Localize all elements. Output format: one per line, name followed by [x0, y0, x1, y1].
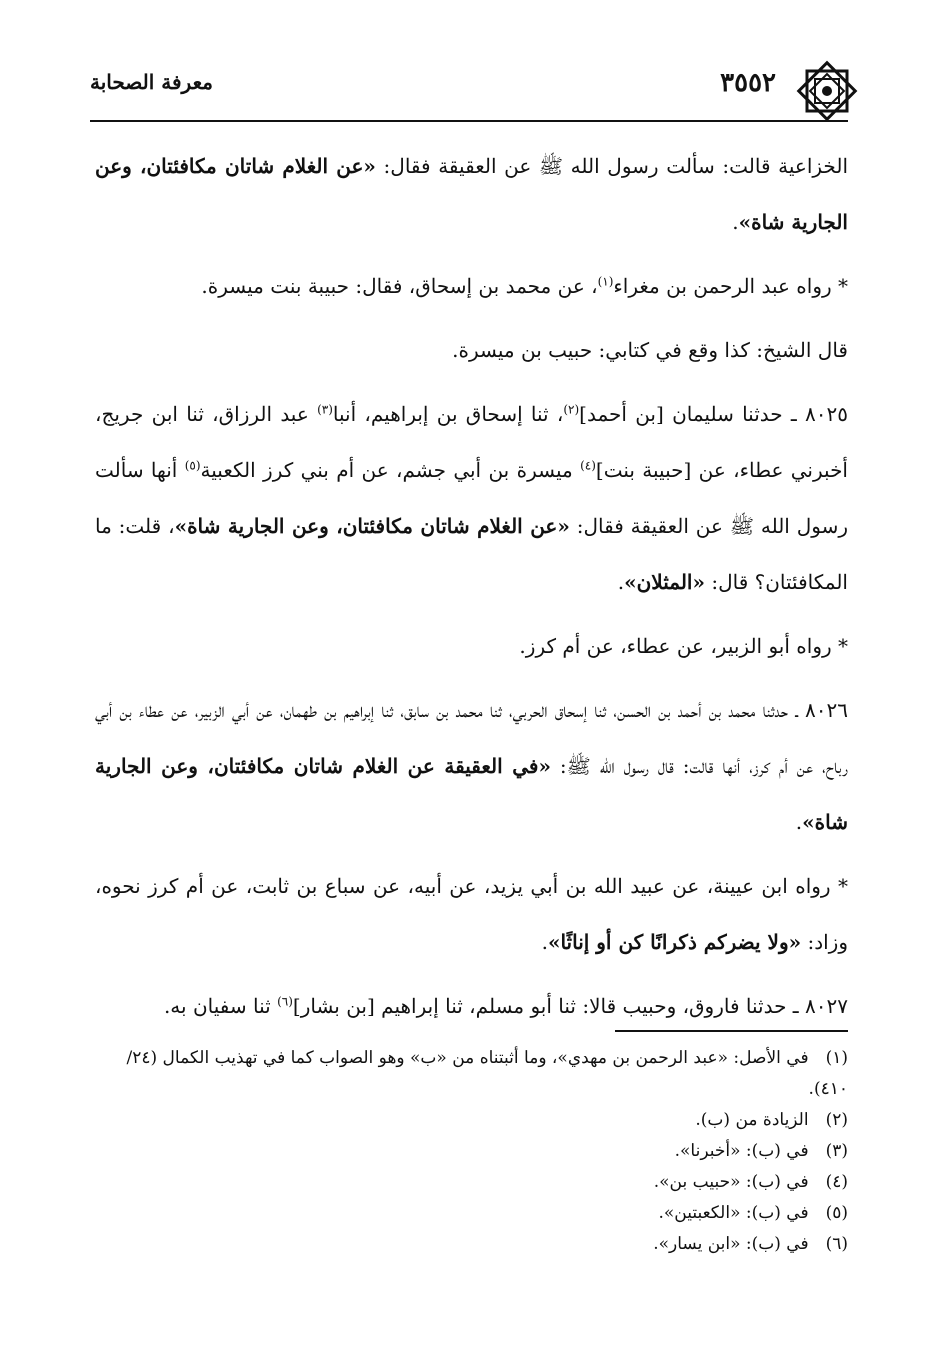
- paragraph: قال الشيخ: كذا وقع في كتابي: حبيب بن ميسرة.: [452, 338, 848, 362]
- footnote-text: في (ب): «حبيب بن».: [653, 1172, 809, 1192]
- footnote-number: (٢): [825, 1110, 848, 1130]
- footnote-ref: (٢): [563, 402, 580, 417]
- hadith-text: «عن الغلام شاتان مكافئتان، وعن الجارية شاة»: [95, 154, 848, 234]
- footnote-text: في (ب): «ابن يسار».: [653, 1234, 809, 1254]
- paragraph: ٨٠٢٥ ـ حدثنا سليمان [بن أحمد]$^{(٢)}$، ثنا إسحاق بن إبراهيم، أنبا$^{(٣)}$ عبد الرزاق، ثنا ابن جريج، أخبرني عطاء، عن [حبيبة بنت]$^{(٤)}$ ميسرة بن أبي جشم، عن أم بني كرز الكعبية$^{(٥)}$ أنها سألت رسول الله ﷺ عن العقيقة فقال: «عن الغلام شاتان مكافئتان، وعن الجارية شاة»، قلت: ما المكافئتان؟ قال: «المثلان».: [95, 402, 849, 594]
- footnote-text: في (ب): «الكعبتين».: [658, 1203, 809, 1223]
- main-text: [95, 138, 848, 1042]
- paragraph: الخزاعية قالت: سألت رسول الله ﷺ عن العقيقة فقال: «عن الغلام شاتان مكافئتان، وعن الجارية شاة».: [95, 154, 848, 234]
- paragraph: * رواه ابن عيينة، عن عبيد الله بن أبي يزيد، عن أبيه، عن سباع بن ثابت، عن أم كرز نحوه، وزاد: «ولا يضركم ذكرانًا كن أو إناثًا».: [95, 874, 848, 954]
- hadith-text: «عن الغلام شاتان مكافئتان، وعن الجارية شاة»: [174, 514, 570, 538]
- footnote-text: الزيادة من (ب).: [695, 1110, 809, 1130]
- footnote-text: في الأصل: «عبد الرحمن بن مهدي»، وما أثبتناه من «ب» وهو الصواب كما في تهذيب الكمال (٢٤/ ٤١٠).: [126, 1048, 848, 1099]
- octagram-ornament-icon: [796, 60, 858, 122]
- footnote: [95, 1229, 848, 1260]
- page-header: [90, 60, 848, 122]
- paragraph: * رواه أبو الزبير، عن عطاء، عن أم كرز.: [519, 634, 848, 658]
- footnote-number: (٣): [825, 1141, 848, 1161]
- footnote: [95, 1167, 848, 1198]
- footnote-separator: [615, 1030, 848, 1032]
- hadith-text: «ولا يضركم ذكرانًا كن أو إناثًا»: [547, 930, 802, 954]
- footnote: [95, 1198, 848, 1229]
- footnote-ref: (٦): [277, 994, 293, 1009]
- footnote-number: (١): [825, 1048, 848, 1068]
- hadith-text: «في العقيقة عن الغلام شاتان مكافئتان، وعن الجارية شاة»: [95, 754, 848, 834]
- footnote-ref: (٣): [317, 402, 333, 417]
- paragraph: ٨٠٢٦ ـ حدثنا محمد بن أحمد بن الحسن، ثنا إسحاق الحربي، ثنا محمد بن سابق، ثنا إبراهيم بن طهمان، عن أبي الزبير، عن عطاء بن أبي رباح، عن أم كرز، أنها قالت: قال رسول الله ﷺ: «في العقيقة عن الغلام شاتان مكافئتان، وعن الجارية شاة».: [95, 698, 849, 834]
- footnote: [95, 1043, 848, 1105]
- paragraph: ٨٠٢٧ ـ حدثنا فاروق، وحبيب قالا: ثنا أبو مسلم، ثنا إبراهيم [بن بشار]$^{(٦)}$ ثنا سفيان به.: [163, 994, 848, 1018]
- running-title: معرفة الصحابة: [90, 70, 213, 94]
- footnote-number: (٥): [825, 1203, 848, 1223]
- footnotes: [95, 1043, 848, 1260]
- footnote: [95, 1136, 848, 1167]
- footnote: [95, 1105, 848, 1136]
- hadith-text: «المثلان»: [624, 570, 705, 594]
- footnote-text: في (ب): «أخبرنا».: [674, 1141, 809, 1161]
- footnote-ref: (٥): [184, 458, 201, 473]
- footnote-number: (٦): [825, 1234, 848, 1254]
- footnote-number: (٤): [825, 1172, 848, 1192]
- paragraph: * رواه عبد الرحمن بن مغراء$^{(١)}$، عن محمد بن إسحاق، فقال: حبيبة بنت ميسرة.: [201, 274, 848, 298]
- footnote-ref: (٤): [580, 458, 596, 473]
- page-number: ٣٥٥٢: [720, 68, 776, 98]
- footnote-ref: (١): [597, 274, 614, 289]
